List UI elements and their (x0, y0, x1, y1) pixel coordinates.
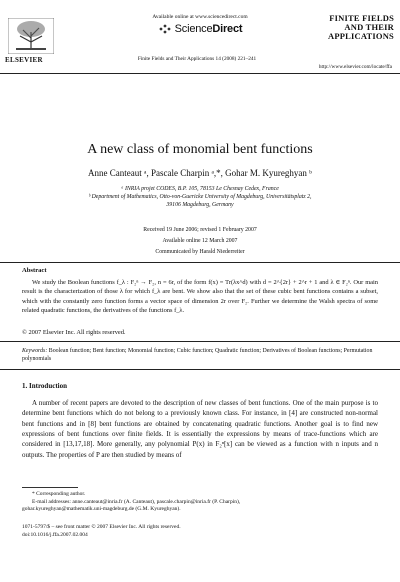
affiliation-b-line1: ᵇ Department of Mathematics, Otto-von-Guericke University of Magdeburg, Universitätsplatz 2, (88, 193, 312, 200)
available-online-text: Available online at www.sciencedirect.com (152, 14, 248, 20)
email-addresses-line1: E-mail addresses: anne.canteaut@inria.fr (A. Canteaut), pascale.charpin@inria.fr (P. Charpin), (32, 498, 241, 505)
doi-line[interactable]: doi:10.1016/j.ffa.2007.02.004 (22, 531, 88, 538)
received-date: Received 19 June 2006; revised 1 February 2007 (143, 227, 257, 233)
article-dates (40, 225, 360, 258)
sd-prefix: Science (174, 23, 213, 35)
keywords-label: Keywords: (22, 348, 48, 354)
affiliations (40, 186, 360, 209)
journal-name-line1: FINITE FIELDS (329, 13, 394, 23)
author-list: Anne Canteaut ᵃ, Pascale Charpin ᵃ,*, Gohar M. Kyureghyan ᵇ (88, 168, 312, 178)
abstract-copyright: © 2007 Elsevier Inc. All rights reserved. (22, 329, 126, 336)
journal-name-box (298, 14, 394, 41)
introduction-text: A number of recent papers are devoted to the description of new classes of bent functions. One of the main purpose is to determine bent functions which do not belong to a previously known class. For instance, in [4] are constructed non-normal bent functions and in [8] bent functions are obtained by concatenating quadratic functions. Another goal is to find new expressions of bent functions over finite fields. It is essentially the expressions by means of trace-functions which are considered in [13,17,18]. More generally, any polynomial P(x) in F₂ⁿ[x] can be viewed as a function with n inputs and n outputs. The properties of P are then studied by means of (22, 399, 378, 459)
sciencedirect-swirl-logo (158, 23, 172, 35)
abstract-text: We study the Boolean functions f_λ : F₂ⁿ → F₂, n = 6r, of the form f(x) = Tr(λx^d) with d = 2^{2r} + 2^r + 1 and λ ∈ F₂ⁿ. Our main result is the characterization of those λ for which f_λ are bent. We show also that the set of these cubic bent functions contains a subset, which with the constantly zero function forms a vector space of dimension 2r over F₂. Further we determine the Walsh spectra of some related quadratic functions, the derivatives of the functions f_λ. (22, 279, 378, 314)
section-heading-introduction: 1. Introduction (22, 382, 67, 390)
footnote (22, 491, 378, 514)
keywords-text: Boolean function; Bent function; Monomial function; Cubic function; Quadratic function; Derivatives of Boolean functions; Permutation polynomials (22, 348, 373, 363)
abstract-top-rule (0, 262, 400, 263)
paper-title: A new class of monomial bent functions (87, 142, 313, 157)
journal-name-line2: AND THEIR (344, 21, 394, 32)
communicated-by: Communicated by Harald Niederreiter (155, 249, 245, 255)
sd-suffix: Direct (212, 23, 243, 35)
journal-name-line3: APPLICATIONS (327, 30, 394, 41)
affiliation-a: ᵃ INRIA projet CODES, B.P. 105, 78153 Le Chesnay Cedex, France (121, 186, 279, 192)
keywords-rule (0, 341, 400, 342)
keywords-bottom-rule (0, 369, 400, 370)
header-rule (0, 73, 400, 74)
abstract-heading: Abstract (22, 267, 47, 274)
keywords (22, 347, 378, 364)
issn-line: 1071-5797/$ – see front matter © 2007 Elsevier Inc. All rights reserved. (22, 524, 181, 530)
publication-info (22, 524, 181, 539)
footnote-rule (22, 487, 78, 488)
masthead (100, 14, 300, 35)
journal-reference: Finite Fields and Their Applications 14 (2008) 221–241 (137, 56, 257, 62)
publisher-name: ELSEVIER (5, 56, 43, 64)
elsevier-tree-logo (8, 18, 54, 54)
corresponding-author-note: * Corresponding author. (32, 491, 86, 497)
sciencedirect-logo (100, 23, 300, 35)
available-date: Available online 12 March 2007 (162, 238, 238, 244)
email-addresses-line2: gohar.kyureghyan@mathematik.uni-magdeburg.de (G.M. Kyureghyan). (22, 506, 181, 513)
journal-url[interactable]: http://www.elsevier.com/locate/ffa (318, 64, 392, 70)
affiliation-b-line2: 39106 Magdeburg, Germany (166, 201, 234, 208)
